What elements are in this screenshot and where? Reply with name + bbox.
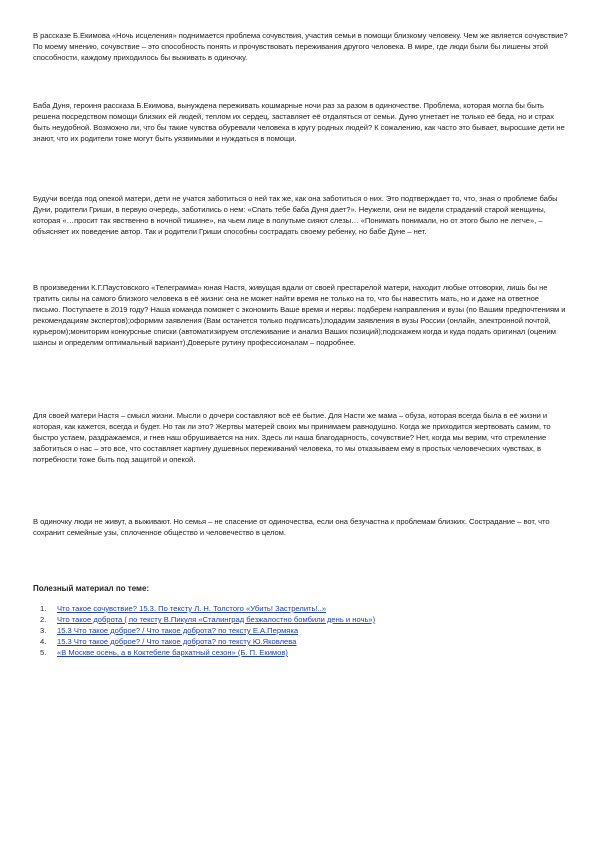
list-number: 4. xyxy=(40,637,47,646)
list-number: 1. xyxy=(40,604,47,613)
link-dobrota-pikul[interactable]: Что такое доброта ( по тексту В.Пикуля «Сталинград безжалостно бомбили день и ночь») xyxy=(57,615,376,624)
list-item xyxy=(40,603,375,614)
list-number: 3. xyxy=(40,626,47,635)
paragraph-nastya: Для своей матери Настя – смысл жизни. Мысли о дочери составляют всё её бытие. Для Насти же мама – обуза, которая всегда была в её жизни и которая, как кажется, всегда и будет. Но так ли это? Жертвы матерей своих мы принимаем равнодушно. Когда же приходится жертвовать самим, то быстро устаем, раздражаемся, и гнев наш обрушивается на них. Здесь ли наша благодарность, сочувствие? Нет, когда мы верим, что стремление заботиться о нас – это все, что составляет картину душевных переживаний человека, то мы отказываем ему в простых человеческих чувствах, в потребности тоже быть под защитой и опекой. xyxy=(33,411,551,464)
paragraph-intro: В рассказе Б.Екимова «Ночь исцеления» поднимается проблема сочувствия, участия семьи в помощи близкому человеку. Чем же является сочувствие? По моему мнению, сочувствие – это способность понять и прочувствовать переживания другого человека. В мире, где люди были бы лишены этой способности, каждому приходилось бы выживать в одиночку. xyxy=(33,31,568,62)
link-dobrota-permyak[interactable]: 15.3 Что такое доброе? / Что такое доброта? по тексту Е.А.Пермяка xyxy=(57,626,299,635)
list-item xyxy=(40,636,375,647)
paragraph-conclusion: В одиночку люди не живут, а выживают. Но семья – не спасение от одиночества, если она безучастна к проблемам близких. Сострадание – вот, что сохранит семейные узы, сплоченное общество и человечество в целом. xyxy=(33,517,550,537)
paragraph-telegramma: В произведении К.Г.Паустовского «Телеграмма» юная Настя, живущая вдали от своей престарелой матери, находит любые отговорки, лишь бы не тратить силы на самого близкого человека в её жизни: она не может найти время не только на то, что бы навестить мать, но и даже на ответное письмо. Поступаете в 2019 году? Наша команда поможет с экономить Ваше время и нервы: подберем направления и вузы (по Вашим предпочтениям и рекомендациям экспертов);оформим заявления (Вам останется только подписать);подадим заявления в вузы России (онлайн, электронной почтой, курьером);мониторим конкурсные списки (автоматизируем отслеживание и анализ Ваших позиций);подскажем когда и куда подать оригинал (оценим шансы и определим оптимальный вариант).Доверьте рутину профессионалам – подробнее. xyxy=(33,283,566,347)
list-item xyxy=(40,625,375,636)
paragraph-baba-dunya: Баба Дуня, героиня рассказа Б.Екимова, вынуждена переживать кошмарные ночи раз за разом в одиночестве. Проблема, которая могла бы быть решена посредством помощи близких ей людей, теплом их сердец, заставляет её отдаляться от семьи. Дуню угнетает не только её беда, но и страх быть неудобной. Возможно ли, что бы такие чувства обуревали человека в кругу родных людей? К сожалению, как часто это бывает, выросшие дети не знают, что их родители тоже могут быть уязвимыми и нуждаться в помощи. xyxy=(33,101,565,143)
link-dobrota-yakovlev[interactable]: 15.3 Что такое доброе? / Что такое доброта? по тексту Ю.Яковлева xyxy=(57,637,297,646)
list-item xyxy=(40,647,375,658)
list-number: 2. xyxy=(40,615,47,624)
link-moskva-osen-ekimov[interactable]: «В Москве осень, а в Коктебеле бархатный сезон» (Б. П. Екимов) xyxy=(57,648,288,657)
list-number: 5. xyxy=(40,648,47,657)
useful-material-heading: Полезный материал по теме: xyxy=(33,584,150,593)
link-sochuvstvie-tolstoy[interactable]: Что такое сочувствие? 15.3. По тексту Л. Н. Толстого «Убить! Застрелить!..» xyxy=(57,604,327,613)
paragraph-parents-of-grisha: Будучи всегда под опекой матери, дети не учатся заботиться о ней так же, как она заботиться о них. Это подтверждает то, что, зная о проблеме бабы Дуни, родители Гриши, в первую очередь, заботились о нем: «Спать тебе баба Дуня дает?». Неужели, они не видели страданий старой женщины, которая «…просит так явственно в ночной тишине», на чьем лице в полутьме сияют слезы… «Понимать понимали, но от этого было не легче», – объясняет их поведение автор. Так и родители Гриши способны сострадать своему ребенку, но бабе Дуне – нет. xyxy=(33,194,558,236)
list-item xyxy=(40,614,375,625)
useful-links-list xyxy=(40,603,375,658)
